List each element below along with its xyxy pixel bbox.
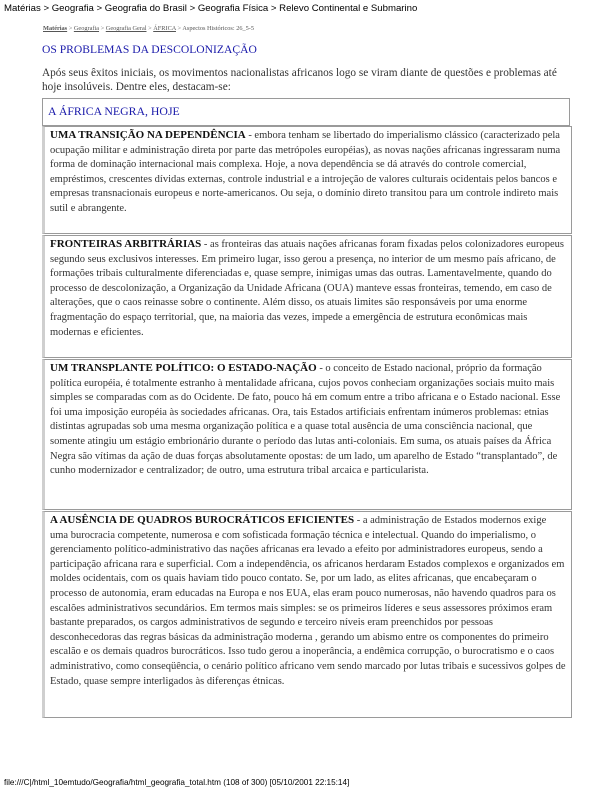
section-text: - o conceito de Estado nacional, próprio da formação política européia, é totalmente estranho à mentalidade africana, cujos povos conheciam organizações sociais muito mais simples se comparadas com as do Ocidente. De fato, pouco há em comum entre a tribo africana e o Estado nacional. Esse foi uma imposição européia às sociedades africanas. Ora, tais Estados artificiais enfrentam inúmeros problemas: etnias distintas agrupadas sob uma mesma organização política e a quase total ausência de uma consciência nacional, que somente atingiu um estágio embrionário durante o período das lutas anti-coloniais. Em suma, os atuais países da África Negra são vítimas da ação de duas forças absolutamente opostas: de um lado, um aparelho de Estado “transplantado”, de cunho modernizador e centralizador; de outro, uma estrutura tribal arcaica e particularista. xyxy=(50,363,561,477)
section-text: - as fronteiras das atuais nações africanas foram fixadas pelos colonizadores europeus segundo seus exclusivos interesses. Em primeiro lugar, isso gerou a presença, no interior de um mesmo país africano, de formações tribais culturalmente diferenciadas e, quase sempre, inimigas umas das outras. Lamentavelmente, quando do processo de descolonização, a Organização da Unidade Africana (OUA) manteve essas fronteiras, temendo, em caso de alterações, que o caos reinasse sobre o continente. Além disso, os atuais limites são responsáveis por uma enorme fragmentação do espaço territorial, que, na maioria das vezes, impede a emergência de estrutura econômicas mais modernas e eficientes. xyxy=(50,239,564,338)
section-text: - embora tenham se libertado do imperialismo clássico (caracterizado pela ocupação militar e administração direta por parte das metrópoles européias), as novas nações africanas ingressaram numa forma de dominação internacional mais complexa. Hoje, a nova dependência se dá através do controle comercial, empréstimos, crescentes dívidas externas, controle industrial e a introjeção de valores culturais ocidentais pelos bancos e empresas transnacionais europeus e norte-americanos. Ou seja, o domínio direto transitou para um controle indireto mais sutil e abrangente. xyxy=(50,130,561,214)
breadcrumb-materias-link[interactable]: Matérias xyxy=(43,25,68,32)
section-title: A AUSÊNCIA DE QUADROS BUROCRÁTICOS EFICIENTES xyxy=(50,514,355,526)
file-path-footer: file:///C|/html_10emtudo/Geografia/html_geografia_total.htm (108 of 300) [05/10/2001 22:15:14] xyxy=(4,778,350,787)
breadcrumb-sep: > xyxy=(100,25,105,32)
breadcrumb-geografia-geral-link[interactable]: Geografia Geral xyxy=(105,25,147,32)
section-cell xyxy=(42,235,572,358)
breadcrumb-sep: > xyxy=(148,25,152,32)
breadcrumb-sep: > xyxy=(177,25,182,32)
section-text: - a administração de Estados modernos exige uma burocracia competente, numerosa e com sofisticada formação técnica e intelectual. Quando do imperialismo, o gerenciamento político-administrativo das nações africanas era levado a efeito por administradores europeus, sendo a participação africana rara e superficial. Com a independência, os africanos herdaram Estados complexos e organizados em moldes ocidentais, com os quais haviam tido pouco contato. Se, por um lado, as elites africanas, que encabeçaram o processo de autonomia, eram educadas na Europa e nos EUA, elas eram pouco numerosas, não havendo quadros para os escalões administrativos secundários. Em termos mais simples: se os primeiros líderes e seus assessores próximos eram bastante preparados, os cargos administrativos de segundo e terceiro níveis eram preenchidos por pessoas desconhecedoras das regras básicas da administração moderna , gerando um abismo entre os componentes do primeiro escalão e os demais quadros burocráticos. Isso tudo gerou a inoperância, a endêmica corrupção, o burocratismo e o caos administrativo, como conseqüência, o cenário político africano vem sendo marcado por lutas tribais e sucessivos golpes de Estado, quase sempre interligados às diferenças étnicas. xyxy=(50,515,566,687)
top-path: Matérias > Geografia > Geografia do Brasil > Geografia Física > Relevo Continental e Submarino xyxy=(4,3,418,14)
section-cell xyxy=(42,511,572,718)
box-title-cell xyxy=(42,98,570,126)
breadcrumb-geografia-link[interactable]: Geografia xyxy=(73,25,100,32)
section-estado-nacao xyxy=(45,360,571,481)
section-cell xyxy=(42,359,572,510)
section-title: UMA TRANSIÇÃO NA DEPENDÊNCIA xyxy=(50,129,246,141)
section-transicao xyxy=(45,127,571,219)
breadcrumb-current: Aspectos Históricos: 26_5-5 xyxy=(182,25,255,32)
page-title: OS PROBLEMAS DA DESCOLONIZAÇÃO xyxy=(42,43,257,56)
section-title: UM TRANSPLANTE POLÍTICO: O ESTADO-NAÇÃO xyxy=(50,362,317,374)
intro-paragraph: Após seus êxitos iniciais, os movimentos nacionalistas africanos logo se viram diante de questões e problemas até hoje insolúveis. Dentre eles, destacam-se: xyxy=(42,67,557,93)
breadcrumb-africa-link[interactable]: ÁFRICA xyxy=(153,25,176,32)
breadcrumb-sep: > xyxy=(68,25,73,32)
breadcrumb xyxy=(43,25,254,32)
section-fronteiras xyxy=(45,236,571,342)
box-title: A ÁFRICA NEGRA, HOJE xyxy=(48,104,180,118)
section-title: FRONTEIRAS ARBITRÁRIAS xyxy=(50,238,202,250)
section-cell xyxy=(42,126,572,234)
section-burocracia xyxy=(45,512,571,691)
